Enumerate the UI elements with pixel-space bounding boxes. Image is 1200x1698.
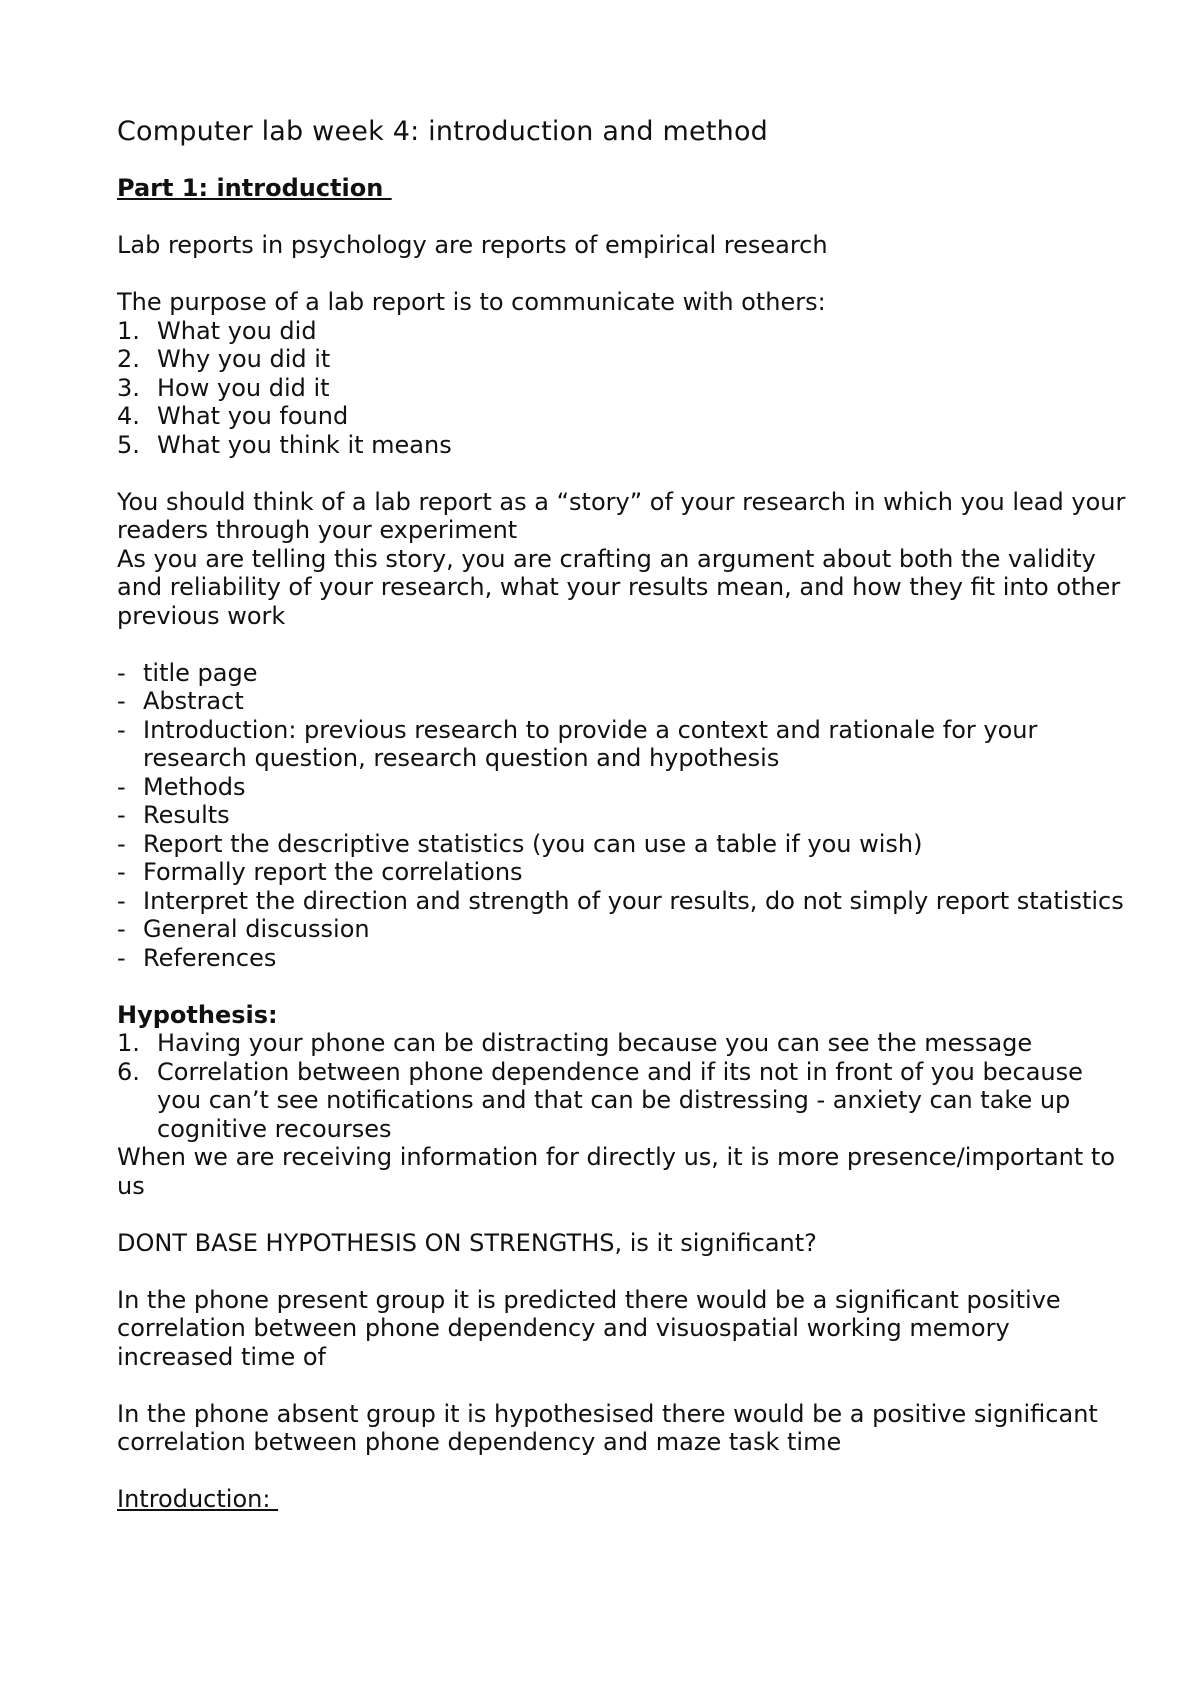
list-marker: - (117, 687, 126, 715)
spacer (117, 1257, 1127, 1286)
list-item-text: References (143, 943, 277, 972)
hypothesis-list (117, 1029, 1127, 1143)
spacer (117, 1457, 1127, 1486)
phone-absent-hypothesis: In the phone absent group it is hypothesised there would be a positive significant correlation between phone dependency and maze task time (117, 1399, 1098, 1456)
list-marker: - (117, 772, 126, 801)
list-item-text: Report the descriptive statistics (you can use a table if you wish) (143, 829, 923, 858)
list-marker: - (117, 829, 126, 858)
section-list-item (117, 773, 1127, 802)
spacer (117, 459, 1127, 488)
list-marker: - (117, 886, 126, 915)
intro-line: Lab reports in psychology are reports of empirical research (117, 231, 828, 259)
list-item-text: Methods (143, 772, 246, 801)
list-marker: 4. (117, 402, 140, 430)
list-item-text: General discussion (143, 915, 370, 943)
section-list-item (117, 716, 1127, 773)
document-title: Computer lab week 4: introduction and method (117, 116, 769, 147)
list-item-text: How you did it (157, 373, 330, 402)
list-item-text: What you did (157, 316, 317, 345)
section-list-item (117, 801, 1127, 830)
list-item-text: Formally report the correlations (143, 858, 523, 886)
hypothesis-caps-note: DONT BASE HYPOTHESIS ON STRENGTHS, is it significant? (117, 1228, 817, 1257)
purpose-list-item (117, 431, 1127, 460)
list-item-text: What you think it means (157, 430, 452, 459)
list-item-text: Correlation between phone dependence and if its not in front of you because you can’t see notifications and that can be distressing - anxiety can take up cognitive recourses (157, 1057, 1083, 1143)
list-marker: - (117, 715, 126, 744)
list-marker: - (117, 915, 126, 943)
list-marker: 1. (117, 1029, 140, 1057)
phone-present-hypothesis: In the phone present group it is predicted there would be a significant positive correlation between phone dependency and visuospatial working memory increased time of (117, 1285, 1061, 1371)
story-paragraph-1: You should think of a lab report as a “story” of your research in which you lead your readers through your experiment (117, 487, 1126, 544)
list-marker: - (117, 801, 126, 829)
purpose-line: The purpose of a lab report is to communicate with others: (117, 288, 826, 316)
section-list-item (117, 659, 1127, 688)
section-list-item (117, 858, 1127, 887)
list-marker: 1. (117, 316, 140, 345)
list-item-text: title page (143, 658, 258, 687)
purpose-list-item (117, 345, 1127, 374)
list-marker: 5. (117, 430, 140, 459)
list-marker: 3. (117, 373, 140, 402)
section-list-item (117, 830, 1127, 859)
purpose-list-item (117, 317, 1127, 346)
section-list-item (117, 887, 1127, 916)
list-marker: - (117, 858, 126, 886)
list-item-text: Results (143, 801, 230, 829)
list-item-text: Introduction: previous research to provide a context and rationale for your research question, research question and hypothesis (143, 715, 1038, 772)
introduction-heading: Introduction: (117, 1485, 279, 1513)
purpose-list (117, 317, 1127, 460)
purpose-list-item (117, 374, 1127, 403)
spacer (117, 1371, 1127, 1400)
report-sections-list (117, 659, 1127, 973)
purpose-list-item (117, 402, 1127, 431)
spacer (117, 630, 1127, 659)
spacer (117, 260, 1127, 289)
hypothesis-list-item (117, 1058, 1127, 1144)
part1-heading: Part 1: introduction (117, 174, 392, 202)
document-page (117, 112, 1127, 1514)
section-list-item (117, 915, 1127, 944)
list-marker: - (117, 658, 126, 687)
list-item-text: Why you did it (157, 345, 331, 373)
hypothesis-note: When we are receiving information for directly us, it is more presence/important to us (117, 1143, 1116, 1200)
spacer (117, 972, 1127, 1001)
hypothesis-list-item (117, 1029, 1127, 1058)
list-item-text: What you found (157, 402, 349, 430)
list-marker: 2. (117, 345, 140, 373)
list-marker: - (117, 943, 126, 972)
spacer (117, 1200, 1127, 1229)
list-marker: 6. (117, 1057, 140, 1086)
section-list-item (117, 944, 1127, 973)
list-item-text: Interpret the direction and strength of your results, do not simply report statistics (143, 886, 1124, 915)
story-paragraph-2: As you are telling this story, you are crafting an argument about both the validity and reliability of your research, what your results mean, and how they fit into other previous work (117, 544, 1121, 630)
section-list-item (117, 687, 1127, 716)
list-item-text: Having your phone can be distracting because you can see the message (157, 1029, 1033, 1057)
hypothesis-heading: Hypothesis: (117, 1000, 278, 1029)
list-item-text: Abstract (143, 687, 244, 715)
